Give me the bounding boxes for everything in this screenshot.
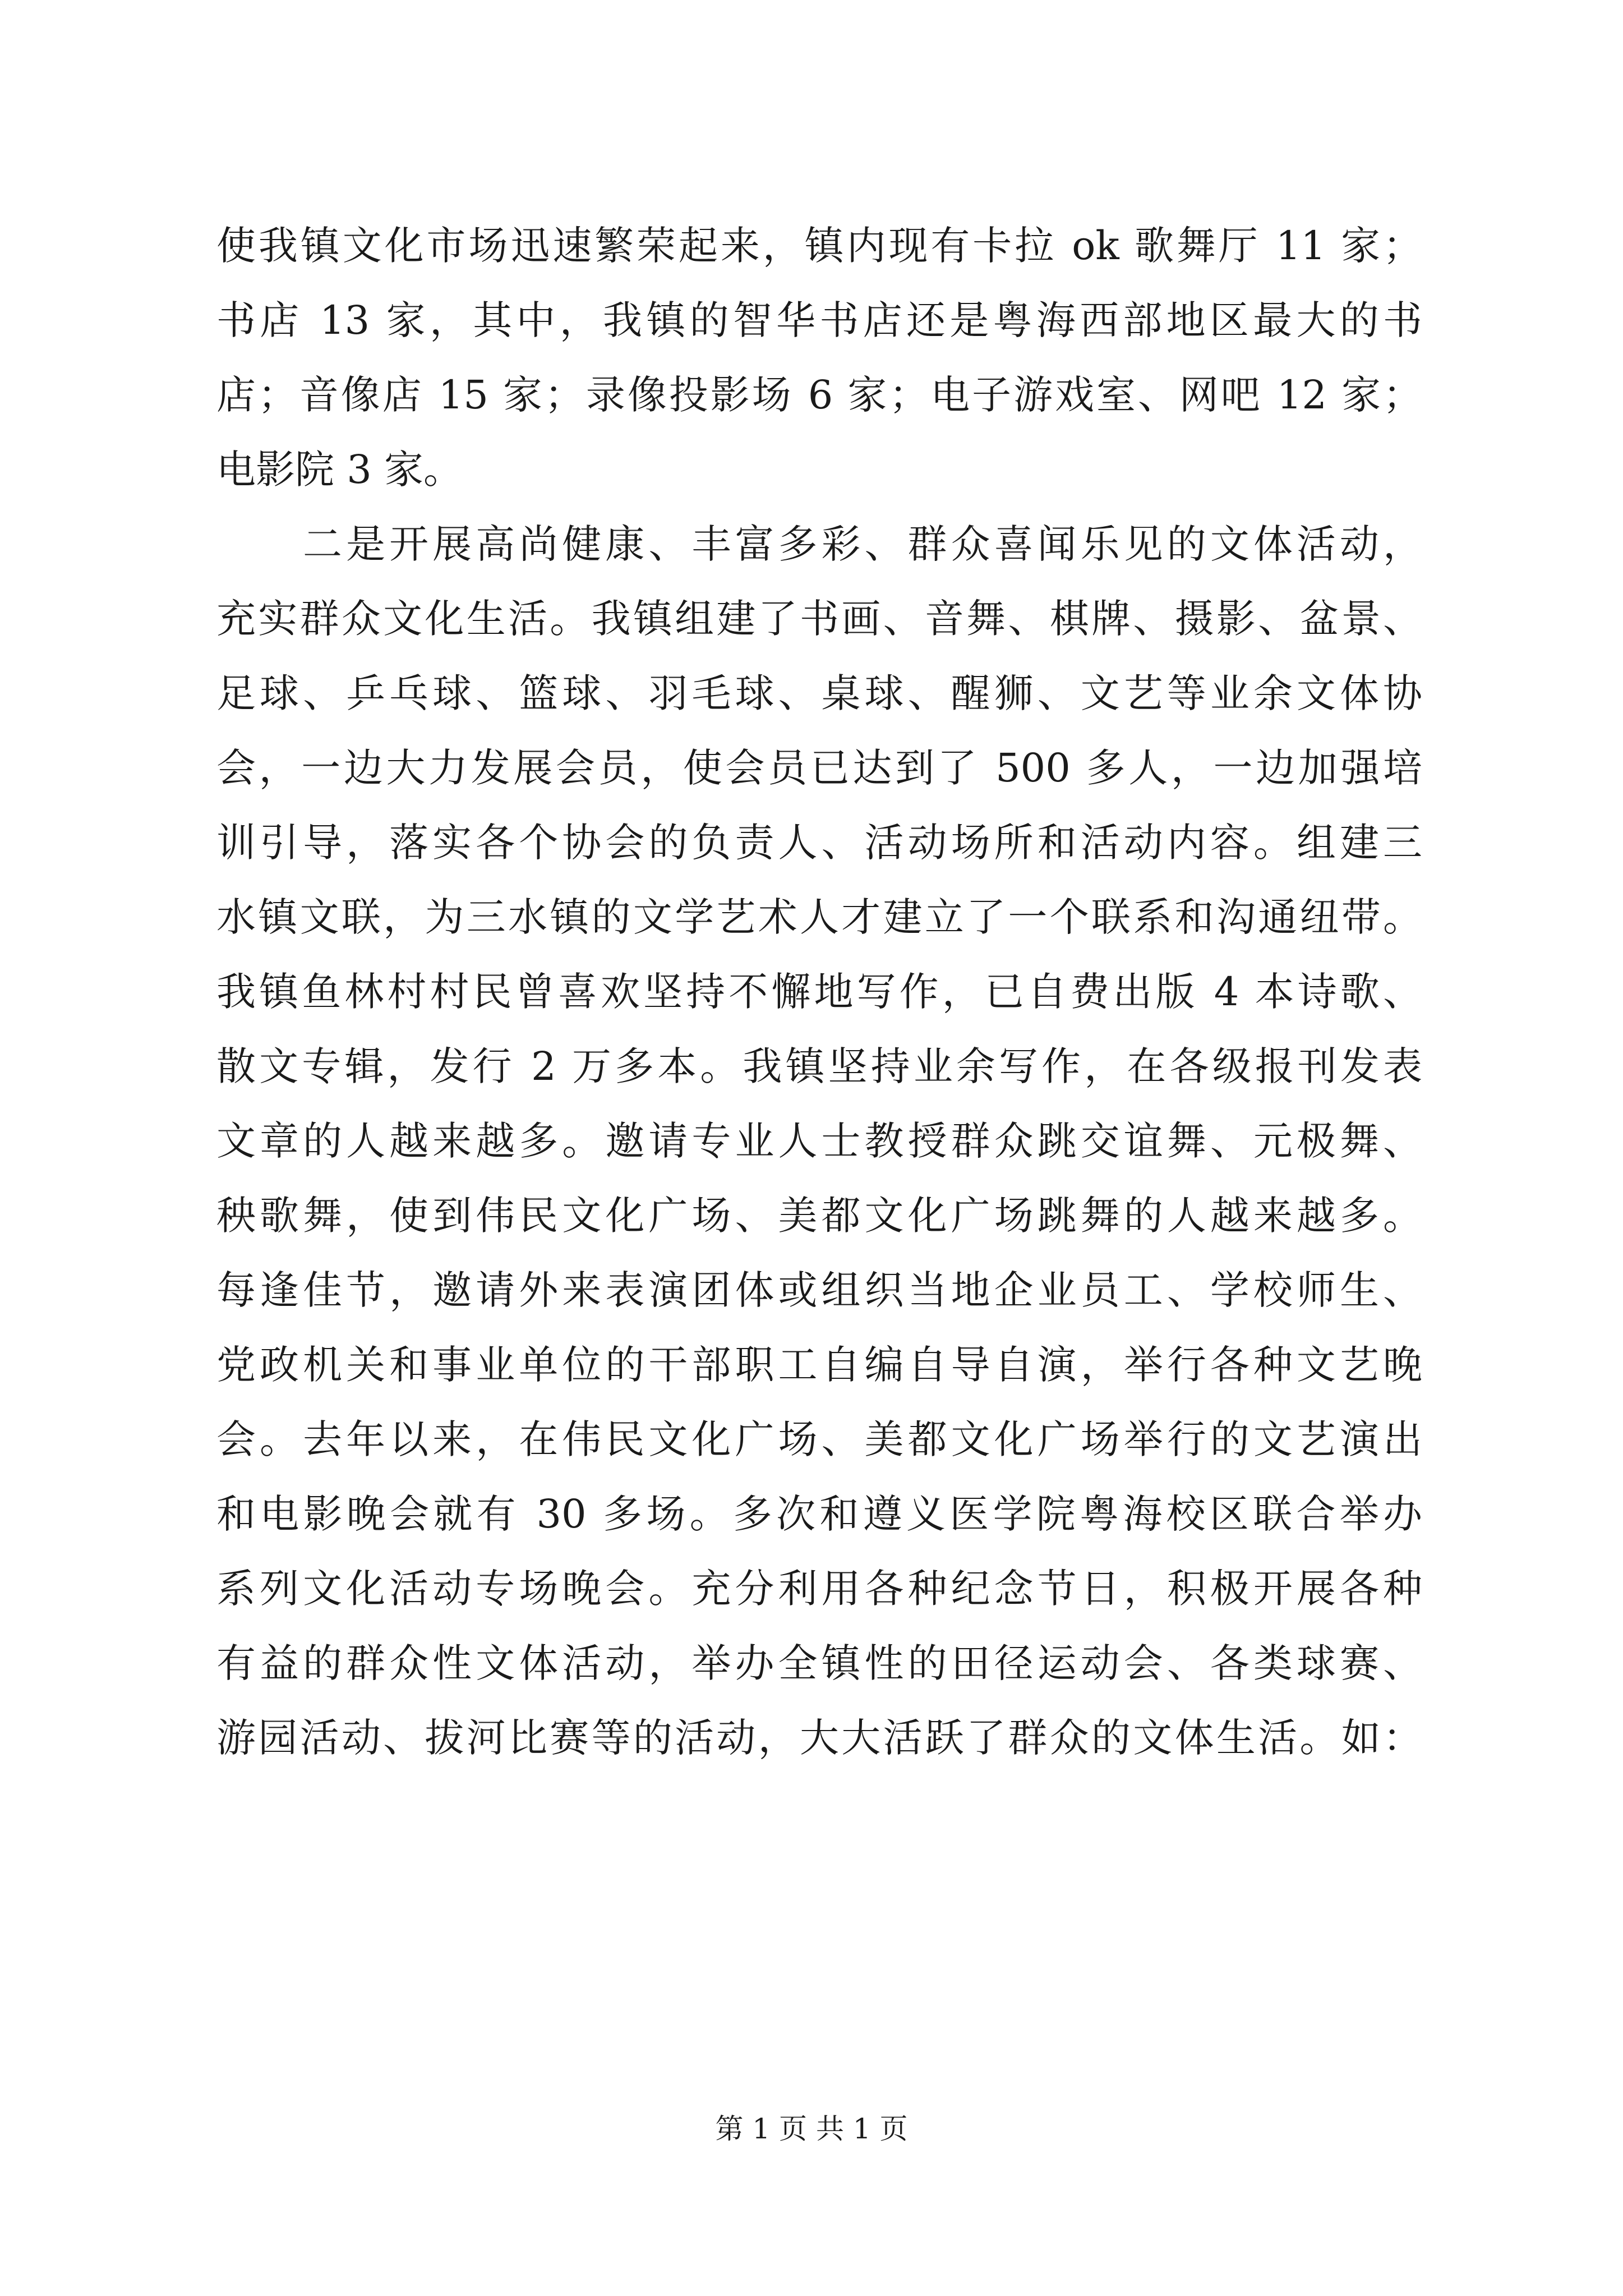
text-line: 和电影晚会就有 30 多场。多次和遵义医学院粤海校区联合举办 bbox=[216, 1491, 1422, 1537]
text-line: 电影院 3 家。 bbox=[216, 447, 463, 493]
text-line: 店；音像店 15 家；录像投影场 6 家；电子游戏室、网吧 12 家； bbox=[216, 372, 1422, 418]
text-line: 会。去年以来，在伟民文化广场、美都文化广场举行的文艺演出 bbox=[216, 1416, 1422, 1462]
text-line: 使我镇文化市场迅速繁荣起来，镇内现有卡拉 ok 歌舞厅 11 家； bbox=[216, 223, 1422, 269]
text-line: 足球、乒乓球、篮球、羽毛球、桌球、醒狮、文艺等业余文体协 bbox=[216, 670, 1422, 716]
body-text bbox=[216, 209, 1422, 1775]
text-line: 游园活动、拔河比赛等的活动，大大活跃了群众的文体生活。如： bbox=[216, 1715, 1422, 1761]
text-line: 每逢佳节，邀请外来表演团体或组织当地企业员工、学校师生、 bbox=[216, 1267, 1422, 1313]
text-line: 训引导，落实各个协会的负责人、活动场所和活动内容。组建三 bbox=[216, 820, 1422, 866]
text-line: 水镇文联，为三水镇的文学艺术人才建立了一个联系和沟通纽带。 bbox=[216, 894, 1422, 940]
text-line: 书店 13 家，其中，我镇的智华书店还是粤海西部地区最大的书 bbox=[216, 297, 1422, 343]
page-number-footer: 第 1 页 共 1 页 bbox=[715, 2113, 908, 2145]
text-line: 党政机关和事业单位的干部职工自编自导自演，举行各种文艺晚 bbox=[216, 1342, 1422, 1388]
text-line: 散文专辑，发行 2 万多本。我镇坚持业余写作，在各级报刊发表 bbox=[216, 1043, 1422, 1089]
paragraph-first-line: 二是开展高尚健康、丰富多彩、群众喜闻乐见的文体活动， bbox=[303, 521, 1422, 567]
text-line: 会，一边大力发展会员，使会员已达到了 500 多人，一边加强培 bbox=[216, 745, 1422, 791]
text-line: 系列文化活动专场晚会。充分利用各种纪念节日，积极开展各种 bbox=[216, 1566, 1422, 1612]
text-line: 充实群众文化生活。我镇组建了书画、音舞、棋牌、摄影、盆景、 bbox=[216, 596, 1422, 642]
text-line: 我镇鱼林村村民曾喜欢坚持不懈地写作，已自费出版 4 本诗歌、 bbox=[216, 969, 1422, 1015]
text-line: 有益的群众性文体活动，举办全镇性的田径运动会、各类球赛、 bbox=[216, 1640, 1422, 1686]
text-line: 文章的人越来越多。邀请专业人士教授群众跳交谊舞、元极舞、 bbox=[216, 1118, 1422, 1164]
text-line: 秧歌舞，使到伟民文化广场、美都文化广场跳舞的人越来越多。 bbox=[216, 1193, 1422, 1239]
